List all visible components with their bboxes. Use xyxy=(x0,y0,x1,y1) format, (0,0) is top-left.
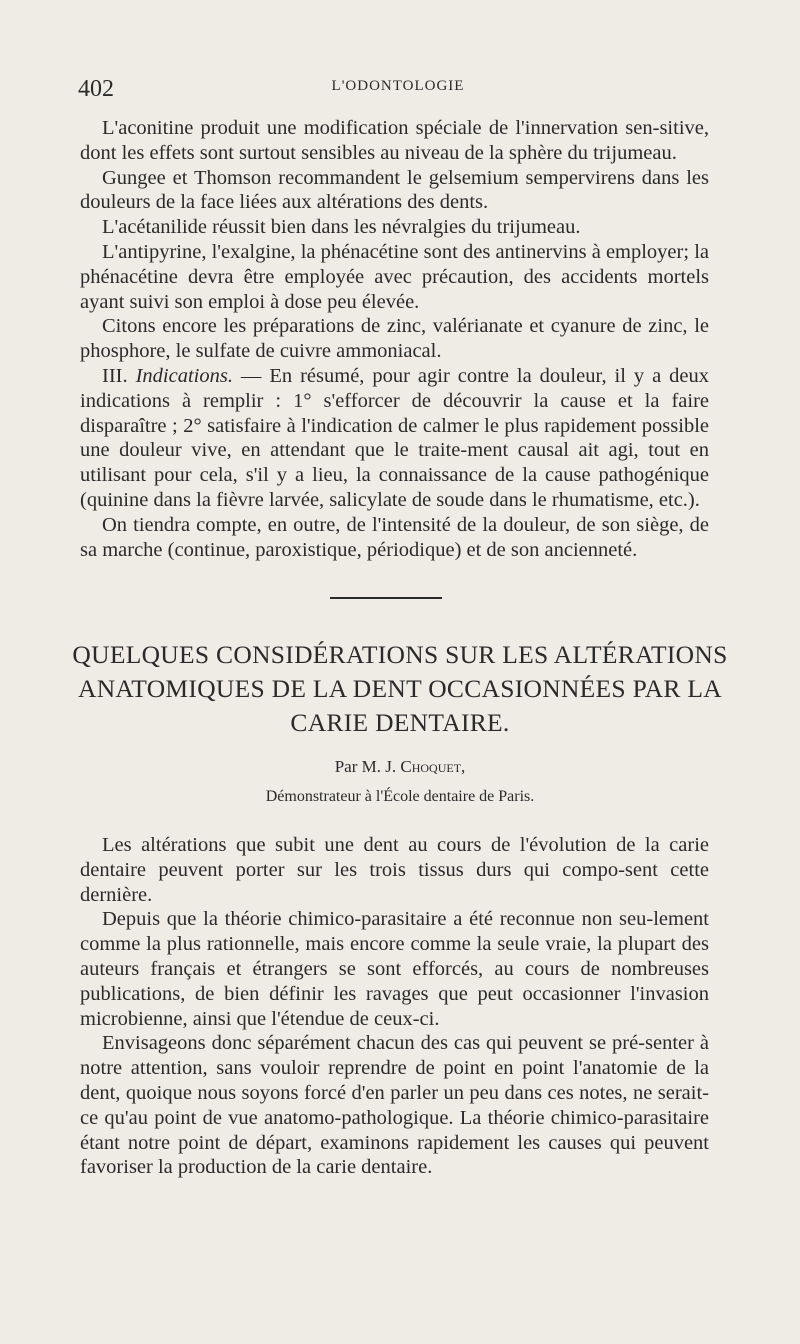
author-affiliation: Démonstrateur à l'École dentaire de Paris. xyxy=(265,788,535,805)
indications-label: III. xyxy=(102,364,128,387)
closing-paragraph: On tiendra compte, en outre, de l'intensité de la douleur, de son siège, de sa marche (continue, paroxistique, périodique) et de son ancienneté. xyxy=(80,513,709,561)
paragraph: Citons encore les préparations de zinc, valérianate et cyanure de zinc, le phosphore, le sulfate de cuivre ammoniacal. xyxy=(80,315,709,363)
indications-text: — En résumé, pour agir contre la douleur, il y a deux indications à remplir : 1° s'efforcer de découvrir la cause et la faire disparaître ; 2° satisfaire à l'indication de calmer le plus rapidement possible une douleur vive, en attendant que le traite-ment causal ait agi, tout en utilisant pour cela, s'il y a lieu, la connaissance de la cause pathogénique (quinine dans la fièvre larvée, salicylate de soude dans le rhumatisme, etc.). xyxy=(80,364,710,511)
article-title: QUELQUES CONSIDÉRATIONS SUR LES ALTÉRATIONS ANATOMIQUES DE LA DENT OCCASIONNÉES PAR LA CARIE DENTAIRE. xyxy=(72,640,728,737)
paragraph: Les altérations que subit une dent au cours de l'évolution de la carie dentaire peuvent porter sur les trois tissus durs qui compo-sent cette dernière. xyxy=(80,834,709,906)
byline xyxy=(72,756,728,778)
indications-heading: Indications. xyxy=(135,364,233,387)
paragraph: Envisageons donc séparément chacun des cas qui peuvent se pré-senter à notre attention, sans vouloir reprendre de point en point l'anatomie de la dent, quoique nous soyons forcé d'en parler un peu dans ces notes, ne serait-ce qu'au point de vue anatomo-pathologique. La théorie chimico-parasitaire étant notre point de départ, examinons rapidement les causes qui peuvent favoriser la production de la carie dentaire. xyxy=(80,1032,709,1179)
article-body xyxy=(80,833,709,1180)
running-title: L'ODONTOLOGIE xyxy=(331,78,465,94)
paragraph: Depuis que la théorie chimico-parasitaire a été reconnue non seu-lement comme la plus rationnelle, mais encore comme la seule vraie, la plupart des auteurs français et étrangers se sont efforcés, au cours de nombreuses publications, de bien définir les ravages que peut occasionner l'invasion microbienne, ainsi que l'étendue de ceux-ci. xyxy=(80,908,709,1030)
section-divider xyxy=(330,597,442,599)
paragraph: L'aconitine produit une modification spéciale de l'innervation sen-sitive, dont les effets sont surtout sensibles au niveau de la sphère du trijumeau. xyxy=(80,117,709,164)
byline-author: Choquet, xyxy=(400,757,466,776)
page-header xyxy=(78,74,718,104)
section-text-1 xyxy=(80,116,709,562)
paragraph: Gungee et Thomson recommandent le gelsemium sempervirens dans les douleurs de la face liées aux altérations des dents. xyxy=(80,166,709,214)
byline-prefix: Par M. J. xyxy=(334,757,401,776)
paragraph: L'acétanilide réussit bien dans les névralgies du trijumeau. xyxy=(102,216,581,239)
paragraph: L'antipyrine, l'exalgine, la phénacétine sont des antinervins à employer; la phénacétine devra être employée avec précaution, des accidents mortels ayant suivi son emploi à dose peu élevée. xyxy=(80,240,709,313)
indications-paragraph xyxy=(80,364,709,513)
page-number: 402 xyxy=(78,76,114,102)
